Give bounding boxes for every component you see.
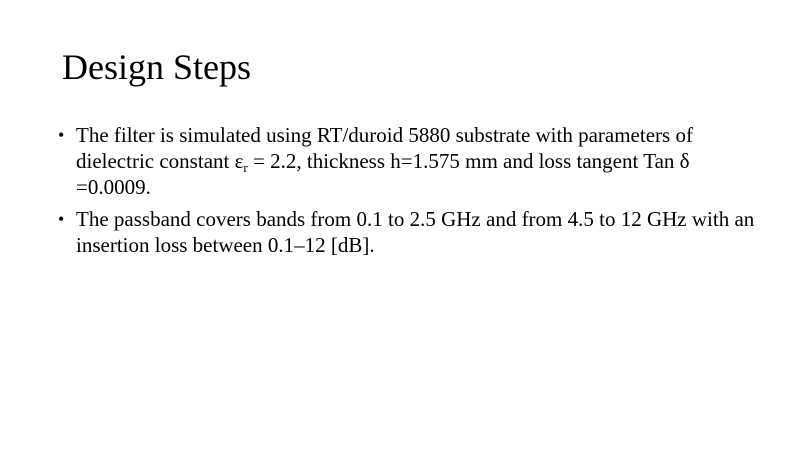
- bullet-icon: •: [58, 125, 65, 145]
- bullet-item: [58, 206, 758, 258]
- bullet-item: [58, 122, 758, 200]
- bullet-list: [58, 122, 758, 264]
- epsilon-subscript: r: [243, 160, 248, 175]
- bullet-text-part: The filter is simulated using RT/duroid 5880 substrate with parameters of dielectric constant ε: [76, 123, 693, 173]
- bullet-text-part: = 2.2, thickness h=1.575 mm and loss tangent Tan δ =0.0009.: [76, 149, 690, 199]
- slide-title: Design Steps: [62, 47, 251, 87]
- bullet-icon: •: [58, 209, 65, 229]
- bullet-text: The passband covers bands from 0.1 to 2.5 GHz and from 4.5 to 12 GHz with an insertion loss between 0.1–12 [dB].: [76, 207, 755, 257]
